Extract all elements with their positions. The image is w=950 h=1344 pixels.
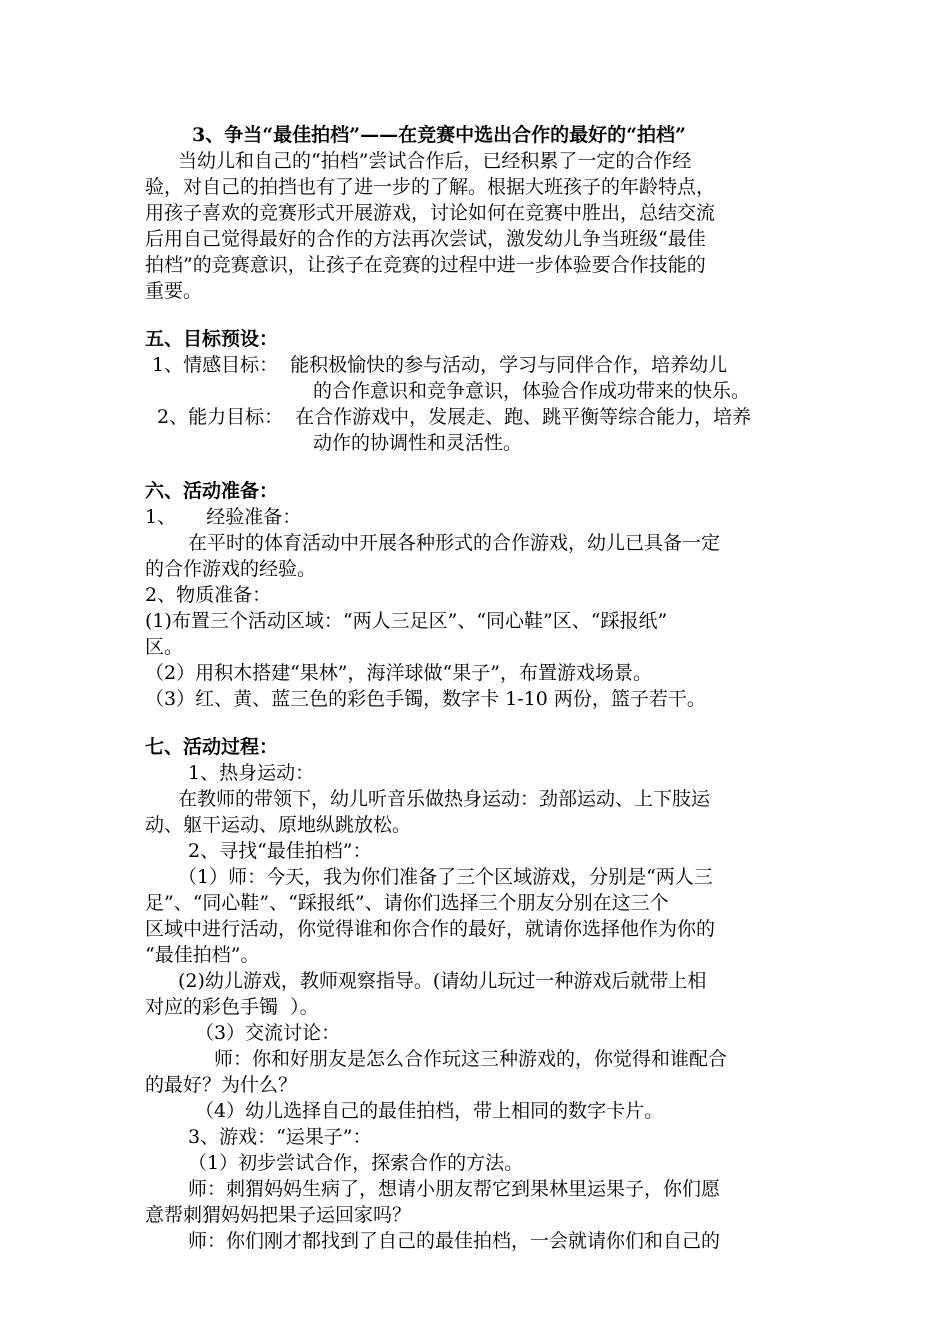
section-5-heading: 五、目标预设： (145, 328, 279, 350)
paragraph-line: 2、寻找“最佳拍档”： (188, 840, 372, 862)
paragraph-line: 重要。 (145, 280, 203, 302)
paragraph-line: “最佳拍档”。 (145, 944, 260, 966)
paragraph-line: 意帮刺猬妈妈把果子运回家吗？ (145, 1204, 412, 1226)
goal-line: 动作的协调性和灵活性。 (313, 432, 523, 454)
section-7-heading: 七、活动过程： (145, 736, 279, 758)
section-3-heading: 3、争当“最佳拍档”——在竞赛中选出合作的最好的“拍档” (192, 124, 686, 146)
paragraph-line: 当幼儿和自己的“拍档”尝试合作后，已经积累了一定的合作经 (178, 150, 692, 172)
paragraph-line: 3、游戏：“运果子”： (188, 1126, 372, 1148)
paragraph-line: 师：你们刚才都找到了自己的最佳拍档，一会就请你们和自己的 (188, 1230, 721, 1252)
goal-line: 2、能力目标： 在合作游戏中，发展走、跑、跳平衡等综合能力，培养 (157, 406, 752, 428)
paragraph-line: 动、躯干运动、原地纵跳放松。 (145, 814, 412, 836)
paragraph-line: 后用自己觉得最好的合作的方法再次尝试，激发幼儿争当班级“最佳 (145, 228, 706, 250)
paragraph-line: (2)幼儿游戏，教师观察指导。(请幼儿玩过一种游戏后就带上相 (178, 970, 707, 992)
paragraph-line: 1、热身运动： (188, 762, 315, 784)
paragraph-line: 拍档”的竞赛意识，让孩子在竞赛的过程中进一步体验要合作技能的 (145, 254, 706, 276)
paragraph-line: 师：刺猬妈妈生病了，想请小朋友帮它到果林里运果子，你们愿 (188, 1178, 721, 1200)
paragraph-line: 对应的彩色手镯 ）。 (145, 996, 319, 1018)
paragraph-line: 在平时的体育活动中开展各种形式的合作游戏，幼儿已具备一定 (188, 532, 721, 554)
paragraph-line: 的最好？为什么？ (145, 1074, 298, 1096)
paragraph-line: 师：你和好朋友是怎么合作玩这三种游戏的，你觉得和谁配合 (214, 1048, 728, 1070)
paragraph-line: 2、物质准备： (145, 584, 272, 606)
paragraph-line: 在教师的带领下，幼儿听音乐做热身运动：劲部运动、上下肢运 (178, 788, 711, 810)
paragraph-line: （4）幼儿选择自己的最佳拍档，带上相同的数字卡片。 (195, 1100, 664, 1122)
paragraph-line: （1）师：今天，我为你们准备了三个区域游戏，分别是“两人三 (178, 866, 713, 888)
paragraph-line: 区域中进行活动，你觉得谁和你合作的最好，就请你选择他作为你的 (145, 918, 716, 940)
paragraph-line: 足”、“同心鞋”、“踩报纸”、请你们选择三个朋友分别在这三个 (145, 892, 669, 914)
section-6-heading: 六、活动准备： (145, 480, 279, 502)
paragraph-line: 区。 (145, 636, 184, 658)
paragraph-line: 的合作游戏的经验。 (145, 558, 317, 580)
paragraph-line: （3）红、黄、蓝三色的彩色手镯，数字卡 1-10 两份，篮子若干。 (145, 688, 706, 710)
goal-line: 的合作意识和竞争意识，体验合作成功带来的快乐。 (313, 380, 751, 402)
paragraph-line: (1)布置三个活动区域：“两人三足区”、“同心鞋”区、“踩报纸” (145, 610, 668, 632)
paragraph-line: 用孩子喜欢的竞赛形式开展游戏，讨论如何在竞赛中胜出，总结交流 (145, 202, 716, 224)
paragraph-line: （3）交流讨论： (195, 1022, 341, 1044)
goal-line: 1、情感目标： 能积极愉快的参与活动，学习与同伴合作，培养幼儿 (152, 354, 728, 376)
paragraph-line: （2）用积木搭建“果林”，海洋球做“果子”，布置游戏场景。 (145, 662, 652, 684)
paragraph-line: 验，对自己的拍挡也有了进一步的了解。根据大班孩子的年龄特点， (145, 176, 716, 198)
paragraph-line: 1、 经验准备： (145, 506, 302, 528)
paragraph-line: （1）初步尝试合作，探索合作的方法。 (188, 1152, 524, 1174)
